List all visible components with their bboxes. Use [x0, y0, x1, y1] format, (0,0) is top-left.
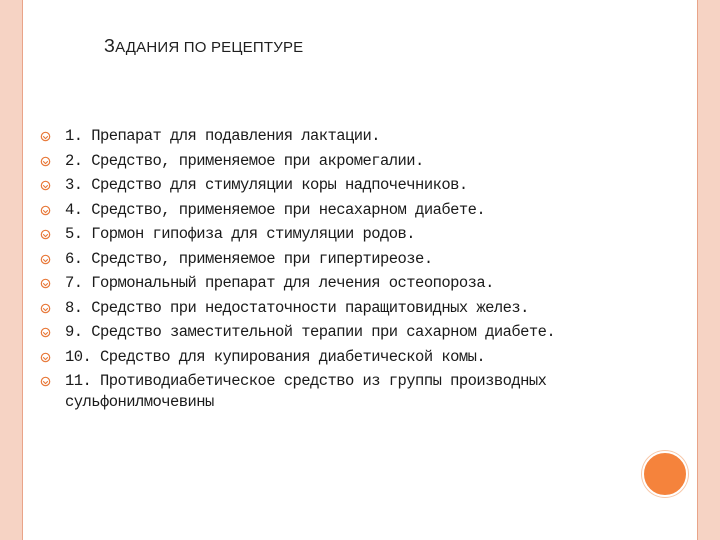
bullet-icon — [40, 205, 51, 216]
title-first-letter: З — [104, 36, 116, 56]
list-item-text: 11. Противодиабетическое средство из группы производных сульфонилмочевины — [65, 372, 547, 411]
list-item — [40, 273, 640, 294]
bullet-icon — [40, 352, 51, 363]
task-list — [40, 126, 640, 417]
list-item — [40, 175, 640, 196]
list-item-text: 6. Средство, применяемое при гипертиреозе. — [65, 249, 433, 268]
list-item — [40, 371, 640, 413]
title-rest: АДАНИЯ ПО РЕЦЕПТУРЕ — [115, 39, 304, 56]
list-item-text: 7. Гормональный препарат для лечения остеопороза. — [65, 274, 494, 292]
left-decorative-border — [0, 0, 22, 540]
list-item — [40, 249, 640, 270]
list-item-text: 5. Гормон гипофиза для стимуляции родов. — [65, 225, 416, 243]
list-item — [40, 224, 640, 245]
list-item — [40, 298, 640, 319]
list-item-text: 3. Средство для стимуляции коры надпочечников. — [65, 176, 468, 194]
list-item — [40, 126, 640, 147]
bullet-icon — [40, 156, 51, 167]
list-item — [40, 200, 640, 221]
list-item-text: 8. Средство при недостаточности паращитовидных желез. — [65, 298, 529, 317]
bullet-icon — [40, 180, 51, 191]
bullet-icon — [40, 229, 51, 240]
list-item-text: 10. Средство для купирования диабетической комы. — [65, 347, 486, 366]
decorative-circle — [642, 451, 688, 497]
right-border-line — [697, 0, 698, 540]
bullet-icon — [40, 376, 51, 387]
list-item-text: 4. Средство, применяемое при несахарном диабете. — [65, 200, 486, 219]
bullet-icon — [40, 327, 51, 338]
list-item-text: 2. Средство, применяемое при акромегалии. — [65, 151, 424, 170]
slide-title — [104, 36, 303, 57]
list-item — [40, 322, 640, 343]
left-border-line — [22, 0, 23, 540]
bullet-icon — [40, 278, 51, 289]
bullet-icon — [40, 131, 51, 142]
list-item — [40, 347, 640, 368]
bullet-icon — [40, 254, 51, 265]
right-decorative-border — [698, 0, 720, 540]
list-item-text: 9. Средство заместительной терапии при сахарном диабете. — [65, 323, 556, 341]
bullet-icon — [40, 303, 51, 314]
list-item-text: 1. Препарат для подавления лактации. — [65, 127, 381, 145]
list-item — [40, 151, 640, 172]
